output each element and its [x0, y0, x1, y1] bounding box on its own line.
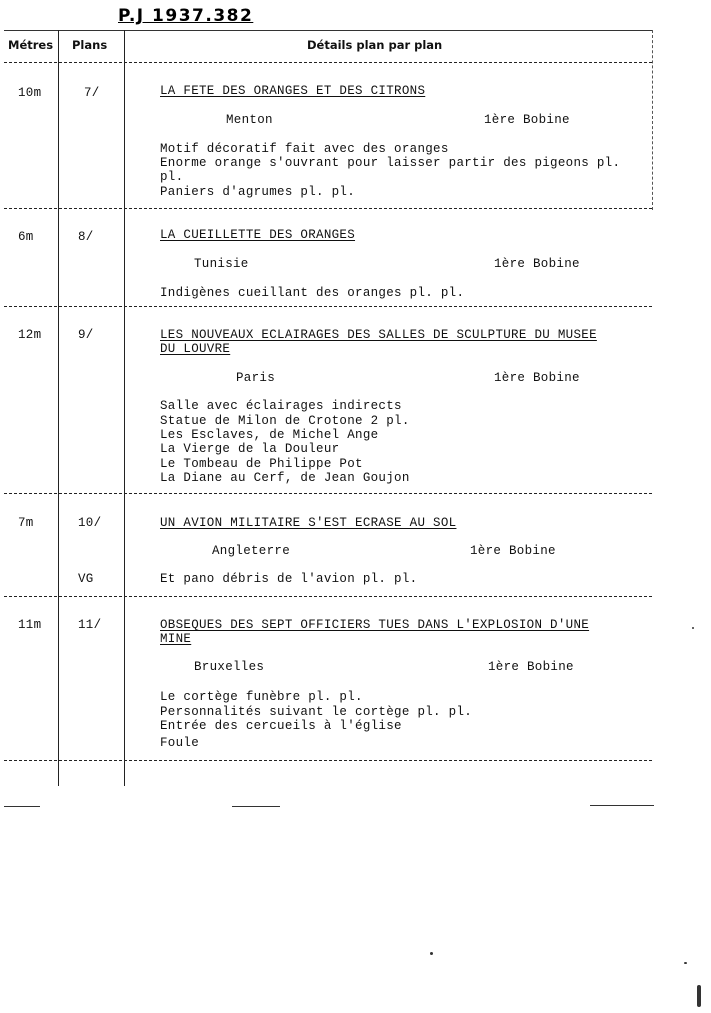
entry-title: UN AVION MILITAIRE S'EST ECRASE AU SOL: [160, 516, 457, 530]
entry-detail: Salle avec éclairages indirects: [160, 399, 402, 413]
entry-detail: Les Esclaves, de Michel Ange: [160, 428, 379, 442]
entry-plan: 10/: [78, 516, 102, 530]
header-metres: Métres: [8, 38, 54, 52]
entry-metres: 10m: [18, 86, 42, 100]
entry-detail: Paniers d'agrumes pl. pl.: [160, 185, 356, 199]
bottom-mark: [4, 806, 40, 807]
column-divider-metres: [58, 30, 59, 786]
scan-edge-mark: [697, 985, 701, 1007]
row-divider: [4, 208, 652, 209]
entry-detail: Statue de Milon de Crotone 2 pl.: [160, 414, 410, 428]
entry-title: LA CUEILLETTE DES ORANGES: [160, 228, 356, 242]
entry-metres: 11m: [18, 618, 42, 632]
entry-detail: La Vierge de la Douleur: [160, 442, 340, 456]
entry-title: OBSEQUES DES SEPT OFFICIERS TUES DANS L'EXPLOSION D'UNE: [160, 618, 590, 632]
right-edge-line: [652, 30, 653, 210]
entry-detail: Le cortège funèbre pl. pl.: [160, 690, 363, 704]
scan-speck: [430, 952, 433, 955]
entry-place: Paris: [236, 371, 276, 385]
entry-detail: Enorme orange s'ouvrant pour laisser partir des pigeons pl.: [160, 156, 621, 170]
entry-detail: Et pano débris de l'avion pl. pl.: [160, 572, 418, 586]
entry-title: MINE: [160, 632, 192, 646]
entry-detail: La Diane au Cerf, de Jean Goujon: [160, 471, 410, 485]
entry-plan: 9/: [78, 328, 94, 342]
entry-metres: 6m: [18, 230, 34, 244]
row-divider: [4, 493, 652, 494]
scan-speck: [684, 962, 687, 964]
entry-detail: Foule: [160, 736, 200, 750]
entry-title: LA FETE DES ORANGES ET DES CITRONS: [160, 84, 426, 98]
row-divider: [4, 760, 652, 761]
top-rule: [4, 30, 652, 31]
entry-place: Tunisie: [194, 257, 249, 271]
row-divider: [4, 306, 652, 307]
entry-plan: 11/: [78, 618, 102, 632]
entry-reel: 1ère Bobine: [494, 371, 580, 385]
bottom-mark: [590, 805, 654, 806]
entry-detail: Personnalités suivant le cortège pl. pl.: [160, 705, 473, 719]
entry-plan: 7/: [84, 86, 100, 100]
entry-reel: 1ère Bobine: [488, 660, 574, 674]
entry-title: DU LOUVRE: [160, 342, 231, 356]
document-reference: P.J 1937.382: [118, 6, 254, 26]
row-divider: [4, 596, 652, 597]
entry-place: Angleterre: [212, 544, 291, 558]
entry-place: Bruxelles: [194, 660, 265, 674]
header-plans: Plans: [72, 38, 108, 52]
column-divider-plans: [124, 30, 125, 786]
entry-sub-plan: VG: [78, 572, 94, 586]
entry-detail: Motif décoratif fait avec des oranges: [160, 142, 449, 156]
entry-metres: 7m: [18, 516, 34, 530]
scan-speck: [692, 627, 694, 629]
entry-metres: 12m: [18, 328, 42, 342]
entry-reel: 1ère Bobine: [470, 544, 556, 558]
bottom-mark: [232, 806, 280, 807]
header-divider: [4, 62, 652, 63]
entry-reel: 1ère Bobine: [484, 113, 570, 127]
entry-plan: 8/: [78, 230, 94, 244]
entry-detail: Le Tombeau de Philippe Pot: [160, 457, 363, 471]
entry-reel: 1ère Bobine: [494, 257, 580, 271]
entry-place: Menton: [226, 113, 273, 127]
header-details: Détails plan par plan: [307, 38, 443, 52]
entry-detail: Entrée des cercueils à l'église: [160, 719, 402, 733]
entry-detail: pl.: [160, 170, 184, 184]
entry-title: LES NOUVEAUX ECLAIRAGES DES SALLES DE SCULPTURE DU MUSEE: [160, 328, 597, 342]
entry-detail: Indigènes cueillant des oranges pl. pl.: [160, 286, 465, 300]
